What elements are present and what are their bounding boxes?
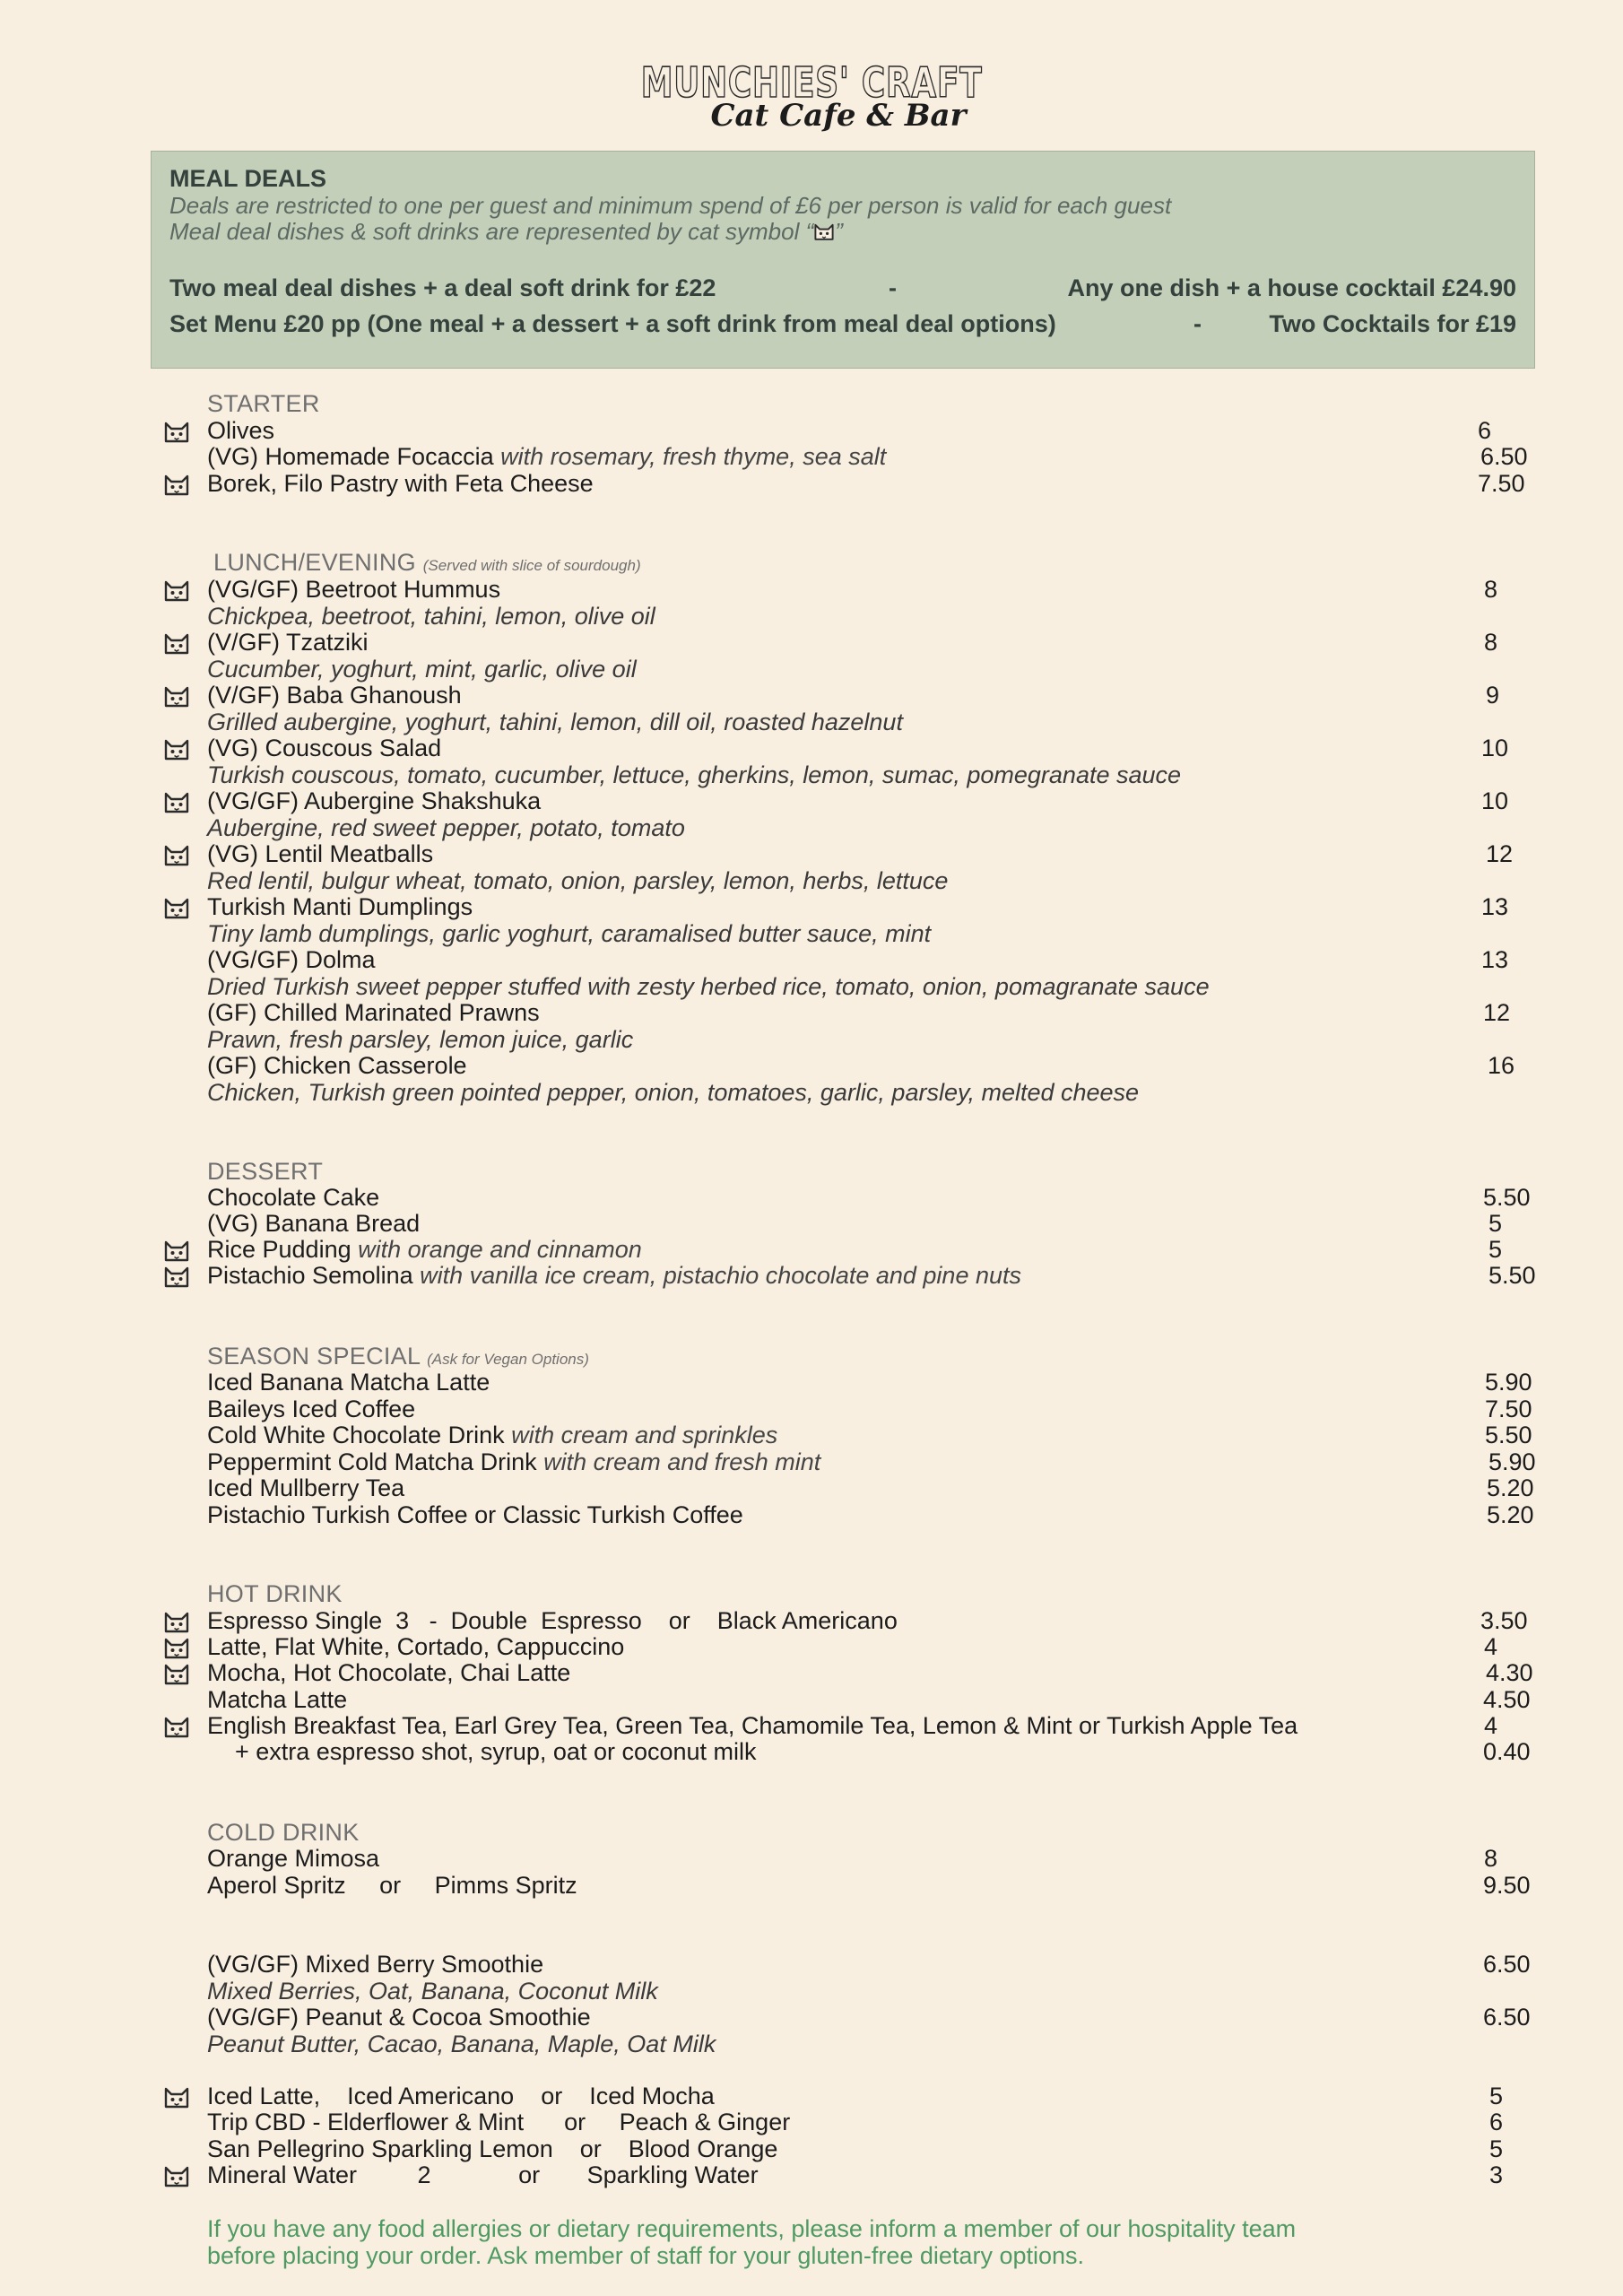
cat-icon — [163, 1608, 190, 1635]
item-price: 10 — [1481, 787, 1509, 814]
deal-separator: - — [1193, 310, 1202, 337]
item-price: 6 — [1478, 417, 1492, 444]
allergy-line-2: before placing your order. Ask member of staff for your gluten-free dietary options. — [207, 2242, 1085, 2269]
menu-item: Iced Mullberry Tea — [207, 1474, 405, 1501]
item-price: 16 — [1488, 1052, 1515, 1079]
item-price: 7.50 — [1485, 1396, 1532, 1422]
item-description: Mixed Berries, Oat, Banana, Coconut Milk — [207, 1978, 658, 2005]
menu-item: Iced Latte, Iced Americano or Iced Mocha — [207, 2083, 715, 2109]
item-description: Aubergine, red sweet pepper, potato, tomato — [207, 814, 685, 841]
item-description: Peanut Butter, Cacao, Banana, Maple, Oat Milk — [207, 2031, 716, 2057]
deal-two-dishes: Two meal deal dishes + a deal soft drink for £22 — [169, 274, 716, 301]
cafe-logo — [0, 58, 1623, 134]
menu-item: English Breakfast Tea, Earl Grey Tea, Green Tea, Chamomile Tea, Lemon & Mint or Turkish Apple Tea — [207, 1712, 1298, 1739]
menu-item: (VG/GF) Aubergine Shakshuka — [207, 787, 542, 814]
menu-item: (VG/GF) Peanut & Cocoa Smoothie — [207, 2004, 591, 2031]
item-price: 5.50 — [1488, 1262, 1536, 1289]
menu-item: Trip CBD - Elderflower & Mint or Peach & Ginger — [207, 2109, 791, 2135]
cat-icon — [163, 683, 190, 709]
meal-deals-note-2: Meal deal dishes & soft drinks are represented by cat symbol “ ” — [169, 218, 843, 245]
meal-deals-title: MEAL DEALS — [169, 165, 327, 192]
item-price: 5 — [1488, 1236, 1503, 1263]
item-price: 5.20 — [1487, 1474, 1534, 1501]
item-price: 9.50 — [1483, 1872, 1531, 1899]
cat-icon — [163, 1713, 190, 1740]
item-price: 4.50 — [1483, 1686, 1531, 1713]
item-price: 4.30 — [1486, 1659, 1533, 1686]
menu-item: Pistachio Semolina with vanilla ice cream, pistachio chocolate and pine nuts — [207, 1262, 1021, 1289]
item-description: Chickpea, beetroot, tahini, lemon, olive oil — [207, 603, 655, 630]
menu-item: Iced Banana Matcha Latte — [207, 1369, 490, 1396]
cat-icon — [163, 2083, 190, 2110]
item-description: Chicken, Turkish green pointed pepper, onion, tomatoes, garlic, parsley, melted cheese — [207, 1079, 1140, 1106]
item-price: 13 — [1481, 946, 1509, 973]
item-description: Cucumber, yoghurt, mint, garlic, olive oil — [207, 656, 637, 683]
cat-icon — [163, 418, 190, 445]
item-price: 5.50 — [1483, 1184, 1531, 1211]
cat-icon — [163, 1263, 190, 1290]
item-price: 3 — [1489, 2161, 1504, 2188]
menu-item: (V/GF) Baba Ghanoush — [207, 682, 462, 709]
cat-icon — [163, 894, 190, 921]
menu-item: (VG) Homemade Focaccia with rosemary, fresh thyme, sea salt — [207, 443, 887, 470]
deal-dish-cocktail: Any one dish + a house cocktail £24.90 — [1067, 274, 1516, 301]
cat-icon — [163, 1237, 190, 1264]
item-price: 5.20 — [1487, 1501, 1534, 1528]
item-price: 0.40 — [1483, 1738, 1531, 1765]
menu-item: (VG/GF) Dolma — [207, 946, 376, 973]
meal-deals-box — [151, 151, 1535, 369]
cat-icon — [163, 2162, 190, 2189]
menu-item: (GF) Chicken Casserole — [207, 1052, 467, 1079]
cat-icon — [163, 841, 190, 868]
item-price: 4 — [1484, 1633, 1498, 1660]
menu-item: (VG/GF) Beetroot Hummus — [207, 576, 501, 603]
cat-icon — [163, 1660, 190, 1687]
item-price: 8 — [1484, 629, 1498, 656]
menu-item: Mocha, Hot Chocolate, Chai Latte — [207, 1659, 571, 1686]
allergy-notice — [207, 2215, 1296, 2269]
section-title-season: SEASON SPECIAL (Ask for Vegan Options) — [207, 1343, 589, 1370]
item-price: 4 — [1484, 1712, 1498, 1739]
menu-item: Baileys Iced Coffee — [207, 1396, 416, 1422]
section-title-dessert: DESSERT — [207, 1158, 324, 1185]
cat-icon — [163, 630, 190, 657]
item-price: 8 — [1484, 576, 1498, 603]
section-title-hot-drink: HOT DRINK — [207, 1580, 343, 1607]
menu-item-extras: + extra espresso shot, syrup, oat or coconut milk — [235, 1738, 757, 1765]
deal-row-2 — [169, 306, 1516, 342]
item-description: Turkish couscous, tomato, cucumber, lettuce, gherkins, lemon, sumac, pomegranate sauce — [207, 761, 1182, 788]
deal-row-1 — [169, 270, 1516, 306]
item-description: Dried Turkish sweet pepper stuffed with zesty herbed rice, tomato, onion, pomagranate sauce — [207, 973, 1210, 1000]
menu-item: San Pellegrino Sparkling Lemon or Blood Orange — [207, 2135, 778, 2162]
item-price: 12 — [1483, 999, 1511, 1026]
item-price: 8 — [1484, 1845, 1498, 1872]
menu-item: (GF) Chilled Marinated Prawns — [207, 999, 540, 1026]
allergy-line-1: If you have any food allergies or dietary requirements, please inform a member of our hospitality team — [207, 2215, 1297, 2242]
menu-item: Cold White Chocolate Drink with cream and sprinkles — [207, 1422, 778, 1448]
menu-item: Espresso Single 3 - Double Espresso or Black Americano — [207, 1607, 898, 1634]
menu-item: Rice Pudding with orange and cinnamon — [207, 1236, 642, 1263]
item-price: 5 — [1489, 2135, 1504, 2162]
deal-set-menu: Set Menu £20 pp (One meal + a dessert + a soft drink from meal deal options) — [169, 310, 1056, 337]
menu-item: (VG) Banana Bread — [207, 1210, 421, 1237]
menu-item: Olives — [207, 417, 275, 444]
item-price: 5 — [1488, 1210, 1503, 1237]
section-title-cold-drink: COLD DRINK — [207, 1819, 360, 1846]
item-price: 7.50 — [1478, 470, 1525, 497]
section-title-lunch: LUNCH/EVENING (Served with slice of sourdough) — [213, 549, 641, 576]
item-price: 5.50 — [1485, 1422, 1532, 1448]
cat-icon — [813, 221, 835, 242]
item-price: 5.90 — [1488, 1448, 1536, 1475]
menu-item: Mineral Water 2 or Sparkling Water — [207, 2161, 759, 2188]
item-price: 6 — [1489, 2109, 1504, 2135]
menu-item: (VG/GF) Mixed Berry Smoothie — [207, 1951, 544, 1978]
deal-two-cocktails: Two Cocktails for £19 — [1269, 310, 1516, 337]
item-price: 6.50 — [1483, 1951, 1531, 1978]
item-price: 6.50 — [1480, 443, 1528, 470]
item-price: 5 — [1489, 2083, 1504, 2109]
menu-item: Pistachio Turkish Coffee or Classic Turkish Coffee — [207, 1501, 743, 1528]
item-price: 10 — [1481, 735, 1509, 761]
menu-item: Peppermint Cold Matcha Drink with cream and fresh mint — [207, 1448, 821, 1475]
item-price: 6.50 — [1483, 2004, 1531, 2031]
item-description: Prawn, fresh parsley, lemon juice, garlic — [207, 1026, 634, 1053]
menu-item: (V/GF) Tzatziki — [207, 629, 369, 656]
item-price: 9 — [1486, 682, 1500, 709]
menu-item: Chocolate Cake — [207, 1184, 380, 1211]
item-description: Tiny lamb dumplings, garlic yoghurt, caramalised butter sauce, mint — [207, 920, 932, 947]
meal-deals-note-1: Deals are restricted to one per guest and minimum spend of £6 per person is valid for each guest — [169, 192, 1172, 219]
item-price: 5.90 — [1485, 1369, 1532, 1396]
item-price: 12 — [1486, 840, 1514, 867]
cat-icon — [163, 577, 190, 604]
menu-item: Orange Mimosa — [207, 1845, 380, 1872]
menu-item: Matcha Latte — [207, 1686, 348, 1713]
deal-separator: - — [889, 274, 897, 301]
cat-icon — [163, 788, 190, 815]
item-description: Grilled aubergine, yoghurt, tahini, lemon, dill oil, roasted hazelnut — [207, 709, 903, 735]
menu-item: Latte, Flat White, Cortado, Cappuccino — [207, 1633, 625, 1660]
menu-item: Borek, Filo Pastry with Feta Cheese — [207, 470, 594, 497]
item-description: Red lentil, bulgur wheat, tomato, onion, parsley, lemon, herbs, lettuce — [207, 867, 949, 894]
cat-icon — [163, 471, 190, 498]
menu-item: Aperol Spritz or Pimms Spritz — [207, 1872, 577, 1899]
item-price: 13 — [1481, 893, 1509, 920]
menu-item: Turkish Manti Dumplings — [207, 893, 473, 920]
section-title-starter: STARTER — [207, 390, 320, 417]
cat-icon — [163, 735, 190, 762]
logo-title: MUNCHIES' CRAFT — [640, 58, 983, 107]
cat-icon — [163, 1634, 190, 1661]
item-price: 3.50 — [1480, 1607, 1528, 1634]
menu-item: (VG) Couscous Salad — [207, 735, 442, 761]
menu-item: (VG) Lentil Meatballs — [207, 840, 434, 867]
logo-subtitle: Cat Cafe & Bar — [710, 98, 967, 134]
